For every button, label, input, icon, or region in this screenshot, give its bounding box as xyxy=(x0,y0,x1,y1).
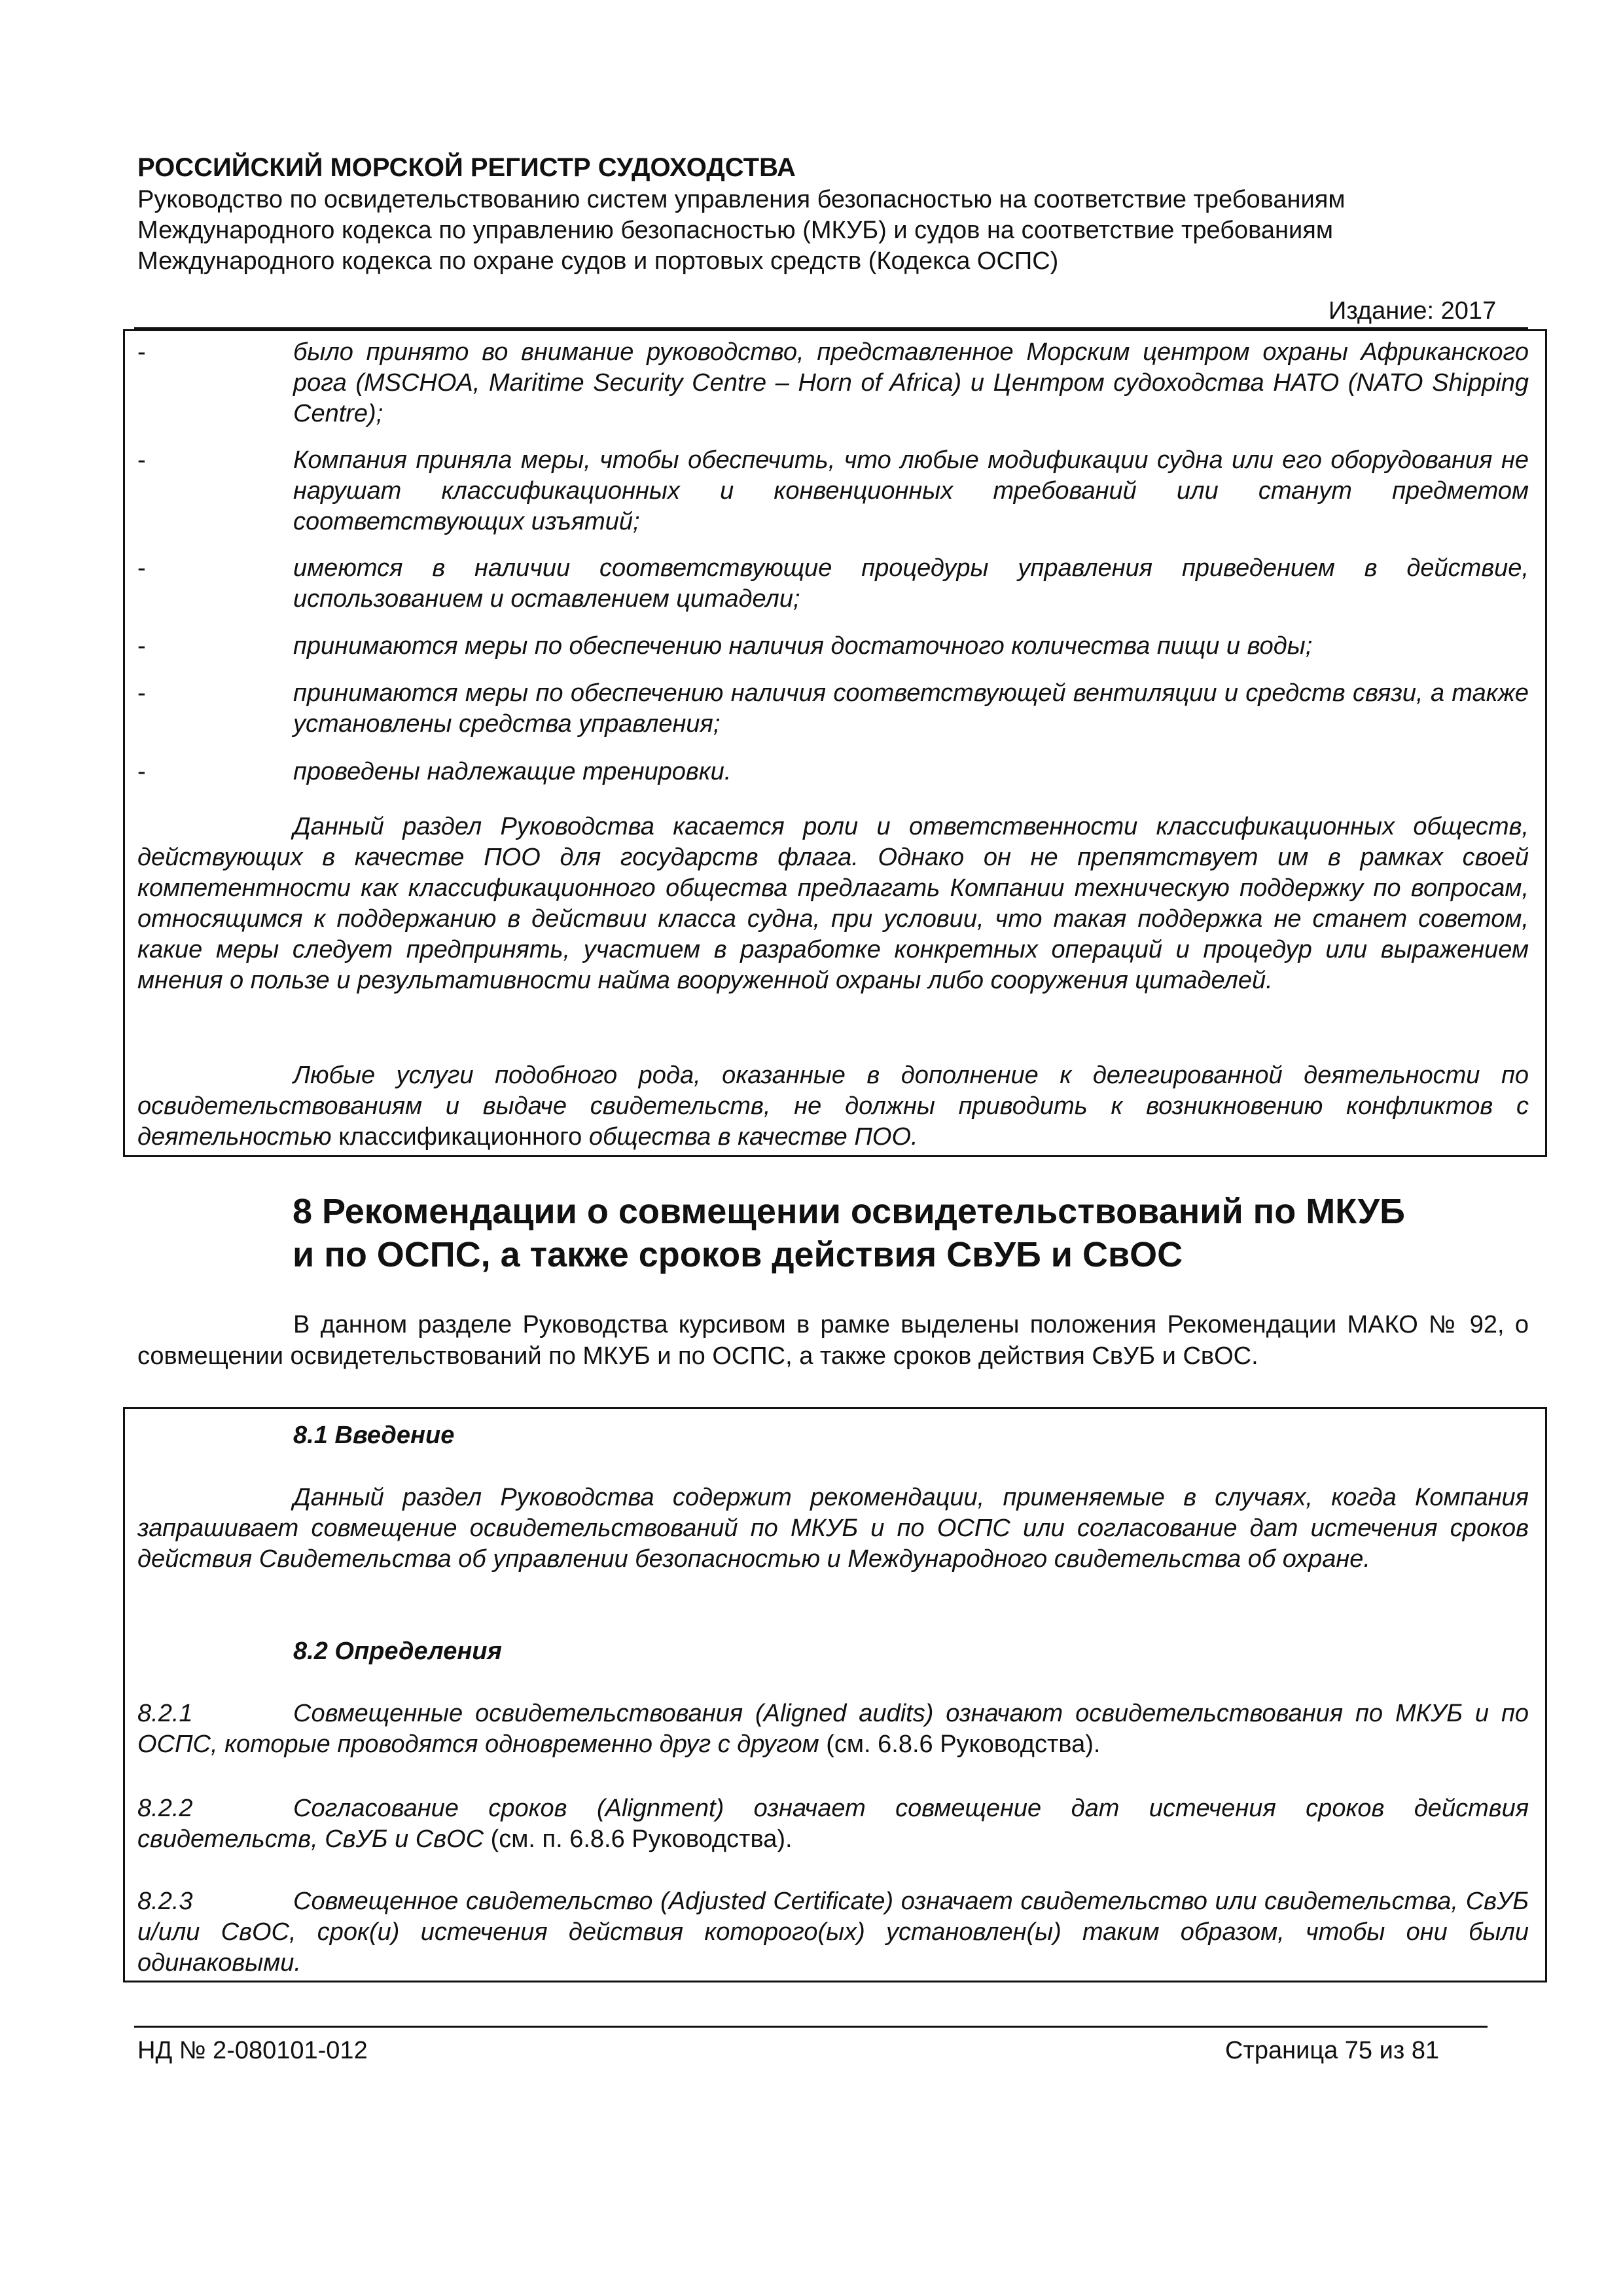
document-number: НД № 2-080101-012 xyxy=(137,2037,368,2064)
paragraph: Данный раздел Руководства содержит рекомендации, применяемые в случаях, когда Компания запрашивает совмещение освидетельствований по МКУБ и по ОСПС или согласование дат истечения сроков действия Свидетельства об управлении безопасностью и Международного свидетельства об охране. xyxy=(137,1484,1529,1573)
footer-divider xyxy=(134,2026,1488,2028)
definition-item: 8.2.2 Согласование сроков (Alignment) означает совмещение дат истечения сроков действия свидетельств, СвУБ и СвОС (см. п. 6.8.6 Руководства). xyxy=(137,1795,1529,1853)
section-heading: 8 Рекомендации о совмещении освидетельствований по МКУБ и по ОСПС, а также сроков действия СвУБ и СвОС xyxy=(293,1192,1405,1274)
organization-name: РОССИЙСКИЙ МОРСКОЙ РЕГИСТР СУДОХОДСТВА xyxy=(137,153,796,182)
definition-number: 8.2.1 xyxy=(137,1700,193,1727)
subsection-heading: 8.2 Определения xyxy=(293,1638,502,1665)
document-title-line: Международного кодекса по охране судов и портовых средств (Кодекса ОСПС) xyxy=(137,247,1059,275)
definition-number: 8.2.2 xyxy=(137,1795,193,1822)
document-title-line: Международного кодекса по управлению безопасностью (МКУБ) и судов на соответствие требованиям xyxy=(137,217,1333,244)
paragraph: Любые услуги подобного рода, оказанные в дополнение к делегированной деятельности по освидетельствованиям и выдаче свидетельств, не должны приводить к возникновению конфликтов с деятельностью классификационного общества в качестве ПОО. xyxy=(137,1062,1529,1151)
list-item: - принимаются меры по обеспечению наличия соответствующей вентиляции и средств связи, а также установлены средства управления; xyxy=(137,679,1529,738)
document-title-line: Руководство по освидетельствованию систем управления безопасностью на соответствие требованиям xyxy=(137,186,1346,213)
page-number: Страница 75 из 81 xyxy=(1225,2037,1440,2064)
paragraph: Данный раздел Руководства касается роли и ответственности классификационных обществ, действующих в качестве ПОО для государств флага. Однако он не препятствует им в рамках своей компетентности как классификационного общества предлагать Компании техническую поддержку по вопросам, относящимся к поддержанию в действии класса судна, при условии, что такая поддержка не станет советом, какие меры следует предпринять, участием в разработке конкретных операций и процедур или выражением мнения о пользе и результативности найма вооруженной охраны либо сооружения цитаделей. xyxy=(137,813,1529,994)
definition-item: 8.2.3 Совмещенное свидетельство (Adjusted Certificate) означает свидетельство или свидетельства, СвУБ и/или СвОС, срок(и) истечения действия которого(ых) установлен(ы) таким образом, чтобы они были одинаковыми. xyxy=(137,1888,1529,1977)
list-item: - проведены надлежащие тренировки. xyxy=(137,758,732,785)
list-item: - принимаются меры по обеспечению наличия достаточного количества пищи и воды; xyxy=(137,632,1313,660)
edition-label: Издание: 2017 xyxy=(1329,297,1497,325)
subsection-heading: 8.1 Введение xyxy=(293,1422,455,1449)
list-item: - было принято во внимание руководство, представленное Морским центром охраны Африканского рога (MSCHOA, Maritime Security Centre – Horn of Africa) и Центром судоходства НАТО (NATO Shipping Centre); xyxy=(137,338,1529,427)
definition-item: 8.2.1 Совмещенные освидетельствования (Aligned audits) означают освидетельствования по МКУБ и по ОСПС, которые проводятся одновременно друг с другом (см. 6.8.6 Руководства). xyxy=(137,1700,1529,1758)
section-intro: В данном разделе Руководства курсивом в рамке выделены положения Рекомендации МАКО № 92, о совмещении освидетельствований по МКУБ и по ОСПС, а также сроков действия СвУБ и СвОС. xyxy=(137,1311,1529,1370)
list-item: - Компания приняла меры, чтобы обеспечить, что любые модификации судна или его оборудования не нарушат классификационных и конвенционных требований или станут предметом соответствующих изъятий; xyxy=(137,446,1529,535)
document-title xyxy=(137,185,1512,277)
definition-number: 8.2.3 xyxy=(137,1888,193,1915)
list-item: - имеются в наличии соответствующие процедуры управления приведением в действие, использованием и оставлением цитадели; xyxy=(137,554,1529,613)
